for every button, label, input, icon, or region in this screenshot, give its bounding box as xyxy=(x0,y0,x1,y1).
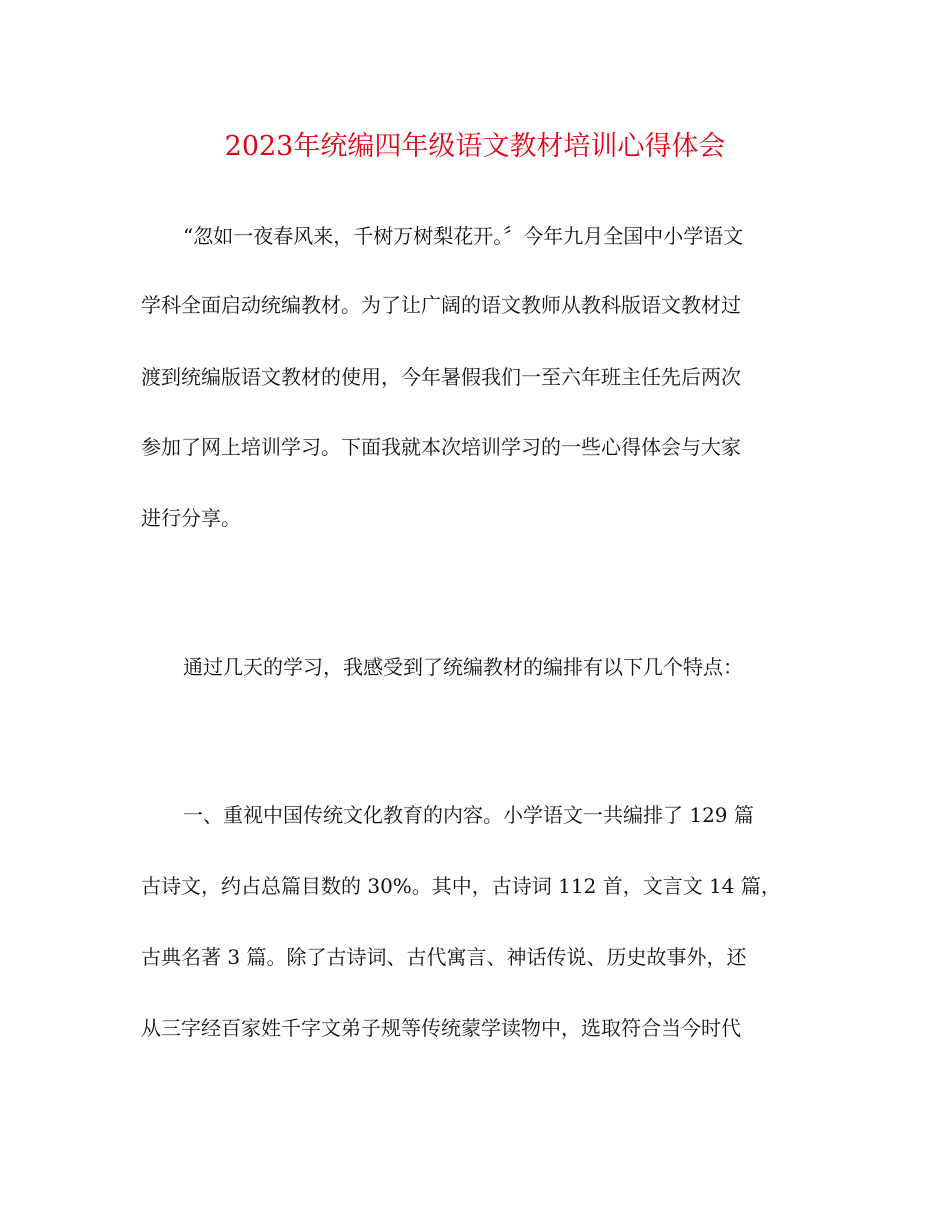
paragraph-3-line-2: 古诗文，约占总篇目数的 30%。其中，古诗词 112 首，文言文 14 篇， xyxy=(141,874,781,898)
paragraph-1-line-1: “忽如一夜春风来，千树万树梨花开。〞今年九月全国中小学语文 xyxy=(183,224,744,248)
paragraph-3-line-1: 一、重视中国传统文化教育的内容。小学语文一共编排了 129 篇 xyxy=(183,803,754,827)
paragraph-1-line-2: 学科全面启动统编教材。为了让广阔的语文教师从教科版语文教材过 xyxy=(141,293,741,317)
paragraph-3-line-3: 古典名著 3 篇。除了古诗词、古代寓言、神话传说、历史故事外，还 xyxy=(141,945,747,969)
paragraph-1-line-3: 渡到统编版语文教材的使用，今年暑假我们一至六年班主任先后两次 xyxy=(141,365,741,389)
paragraph-2-line-1: 通过几天的学习，我感受到了统编教材的编排有以下几个特点： xyxy=(183,655,743,679)
document-title: 2023年统编四年级语文教材培训心得体会 xyxy=(224,131,726,162)
paragraph-1-line-4: 参加了网上培训学习。下面我就本次培训学习的一些心得体会与大家 xyxy=(141,435,741,459)
paragraph-1-line-5: 进行分享。 xyxy=(141,506,241,530)
paragraph-3-line-4: 从三字经百家姓千字文弟子规等传统蒙学读物中，选取符合当今时代 xyxy=(141,1016,741,1040)
